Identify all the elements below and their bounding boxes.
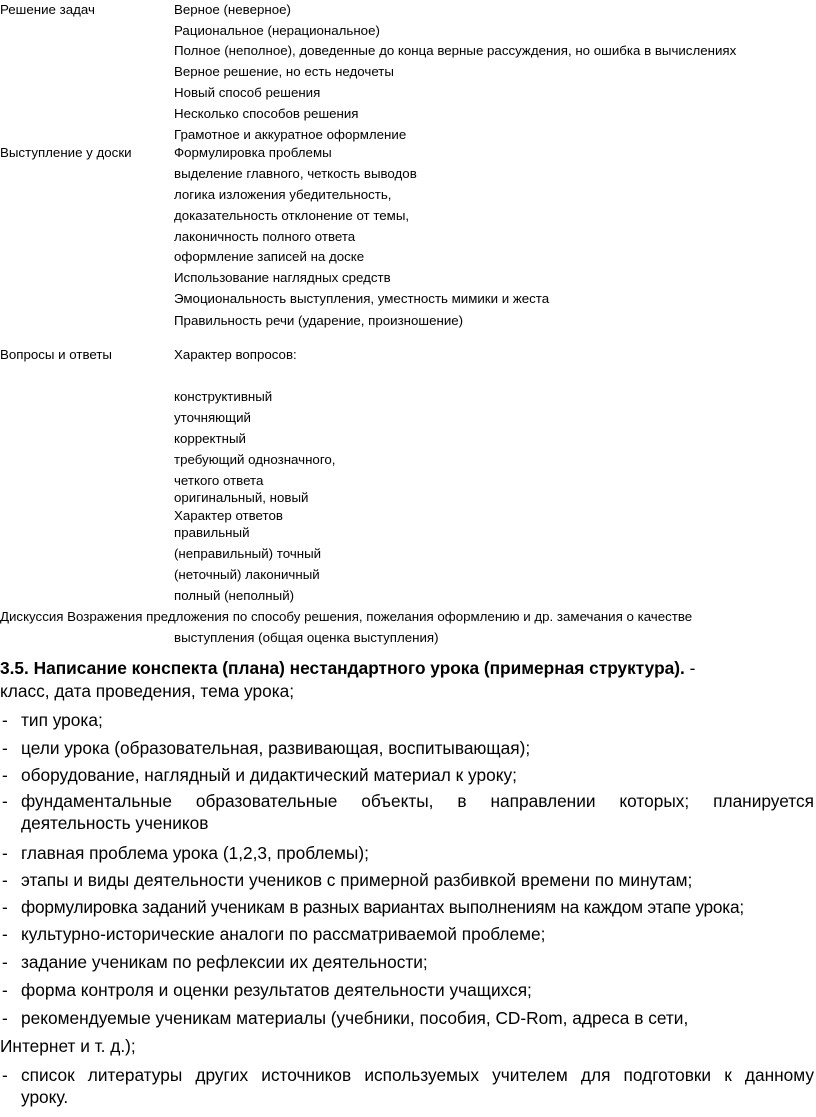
- list-dash: -: [2, 765, 8, 785]
- criteria-item: конструктивный: [174, 389, 273, 404]
- list-dash: -: [2, 1008, 8, 1028]
- list-dash: -: [2, 980, 8, 1000]
- criteria-item: Грамотное и аккуратное оформление: [174, 127, 407, 142]
- criteria-item: Рациональное (нерациональное): [174, 23, 380, 38]
- criteria-item: Эмоциональность выступления, уместность мимики и жеста: [174, 291, 550, 306]
- list-item: список литературы других источников используемых учителем для подготовки к данному: [21, 1065, 814, 1085]
- criteria-item: уточняющий: [174, 410, 251, 425]
- list-item: цели урока (образовательная, развивающая, воспитывающая);: [21, 738, 531, 758]
- section-heading: 3.5. Написание конспекта (плана) нестандартного урока (примерная структура).: [0, 658, 685, 678]
- criteria-item: (неправильный) точный: [174, 546, 322, 561]
- criteria-label-board: Выступление у доски: [0, 145, 132, 160]
- criteria-item: Несколько способов решения: [174, 106, 359, 121]
- criteria-item: оформление записей на доске: [174, 249, 365, 264]
- criteria-item: Правильность речи (ударение, произношение): [174, 313, 464, 328]
- list-item-cont: уроку.: [21, 1087, 69, 1107]
- criteria-item: Формулировка проблемы: [174, 145, 332, 160]
- criteria-item: требующий однозначного,: [174, 452, 336, 467]
- criteria-label-qa: Вопросы и ответы: [0, 347, 112, 362]
- criteria-item: лаконичность полного ответа: [174, 229, 356, 244]
- list-dash: -: [2, 843, 8, 863]
- list-item: этапы и виды деятельности учеников с примерной разбивкой времени по минутам;: [21, 870, 693, 890]
- list-item-cont: Интернет и т. д.);: [0, 1036, 136, 1056]
- criteria-item: Верное (неверное): [174, 2, 291, 17]
- criteria-label-tasks: Решение задач: [0, 2, 95, 17]
- list-item: задание ученикам по рефлексии их деятельности;: [21, 952, 428, 972]
- criteria-item: Характер ответов: [174, 508, 283, 523]
- list-item: фундаментальные образовательные объекты, в направлении которых; планируется: [21, 791, 814, 811]
- criteria-item: полный (неполный): [174, 588, 295, 603]
- list-dash: -: [2, 924, 8, 944]
- criteria-item: выделение главного, четкость выводов: [174, 166, 417, 181]
- criteria-discussion: Дискуссия Возражения предложения по способу решения, пожелания оформлению и др. замечания о качестве: [0, 609, 693, 624]
- list-item: культурно-исторические аналоги по рассматриваемой проблеме;: [21, 924, 546, 944]
- criteria-item: Полное (неполное), доведенные до конца верные рассуждения, но ошибка в вычислениях: [174, 43, 737, 58]
- list-dash: -: [2, 738, 8, 758]
- criteria-item: логика изложения убедительность,: [174, 187, 392, 202]
- list-dash: -: [2, 897, 8, 917]
- criteria-subheading: Характер вопросов:: [174, 347, 297, 362]
- list-dash: -: [2, 952, 8, 972]
- section-heading-row: [0, 657, 695, 679]
- section-heading-tail: -: [684, 658, 696, 678]
- criteria-item: доказательность отклонение от темы,: [174, 208, 410, 223]
- criteria-item: корректный: [174, 431, 246, 446]
- criteria-discussion-cont: выступления (общая оценка выступления): [174, 630, 439, 645]
- list-dash: -: [2, 710, 8, 730]
- list-item-cont: деятельность учеников: [21, 813, 209, 833]
- criteria-item: Использование наглядных средств: [174, 270, 391, 285]
- list-item: рекомендуемые ученикам материалы (учебники, пособия, CD-Rom, адреса в сети,: [21, 1008, 689, 1028]
- list-item: формулировка заданий ученикам в разных вариантах выполнениям на каждом этапе урока;: [21, 897, 744, 917]
- criteria-item: (неточный) лаконичный: [174, 567, 320, 582]
- criteria-item: Новый способ решения: [174, 85, 321, 100]
- criteria-item: четкого ответа: [174, 473, 264, 488]
- list-dash: -: [2, 791, 8, 811]
- list-intro: класс, дата проведения, тема урока;: [0, 681, 295, 701]
- list-item: оборудование, наглядный и дидактический материал к уроку;: [21, 765, 517, 785]
- criteria-item: правильный: [174, 525, 250, 540]
- list-item: главная проблема урока (1,2,3, проблемы);: [21, 843, 369, 863]
- criteria-item: Верное решение, но есть недочеты: [174, 64, 394, 79]
- list-item: форма контроля и оценки результатов деятельности учащихся;: [21, 980, 532, 1000]
- list-dash: -: [2, 1065, 8, 1085]
- list-item: тип урока;: [21, 710, 103, 730]
- list-dash: -: [2, 870, 8, 890]
- criteria-item: оригинальный, новый: [174, 490, 309, 505]
